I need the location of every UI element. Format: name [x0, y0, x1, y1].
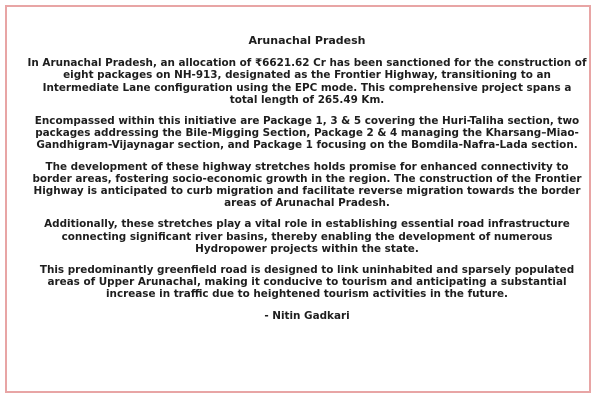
paragraph-packages: Encompassed within this initiative are Package 1, 3 & 5 covering the Huri-Taliha section, two packages addressing the Bile-Migging Section, Package 2 & 4 managing the Kharsang–Miao-Gandhigram-Vijaynagar section, and Package 1 focusing on the Bomdila-Nafra-Lada section.: [34, 115, 580, 152]
paragraph-infrastructure: Additionally, these stretches play a vital role in establishing essential road infrastructure connecting significant river basins, thereby enabling the development of numerous Hydropower projects within the state.: [44, 218, 570, 255]
paragraph-greenfield: This predominantly greenfield road is designed to link uninhabited and sparsely populated areas of Upper Arunachal, making it conducive to tourism and anticipating a substantial increase in traffic due to heightened tourism activities in the future.: [39, 264, 575, 301]
document-frame: [5, 5, 591, 393]
paragraph-development: The development of these highway stretches holds promise for enhanced connectivity to border areas, fostering socio-economic growth in the region. The construction of the Frontier Highway is anticipated to curb migration and facilitate reverse migration towards the border areas of Arunachal Pradesh.: [32, 160, 582, 210]
paragraph-allocation: In Arunachal Pradesh, an allocation of ₹6621.62 Cr has been sanctioned for the construction of eight packages on NH-913, designated as the Frontier Highway, transitioning to an Intermediate Lane configuration using the EPC mode. This comprehensive project spans a total length of 265.49 Km.: [27, 57, 587, 106]
document-body: [27, 35, 587, 322]
document-title: Arunachal Pradesh: [248, 34, 366, 47]
signature: - Nitin Gadkari: [264, 309, 350, 322]
